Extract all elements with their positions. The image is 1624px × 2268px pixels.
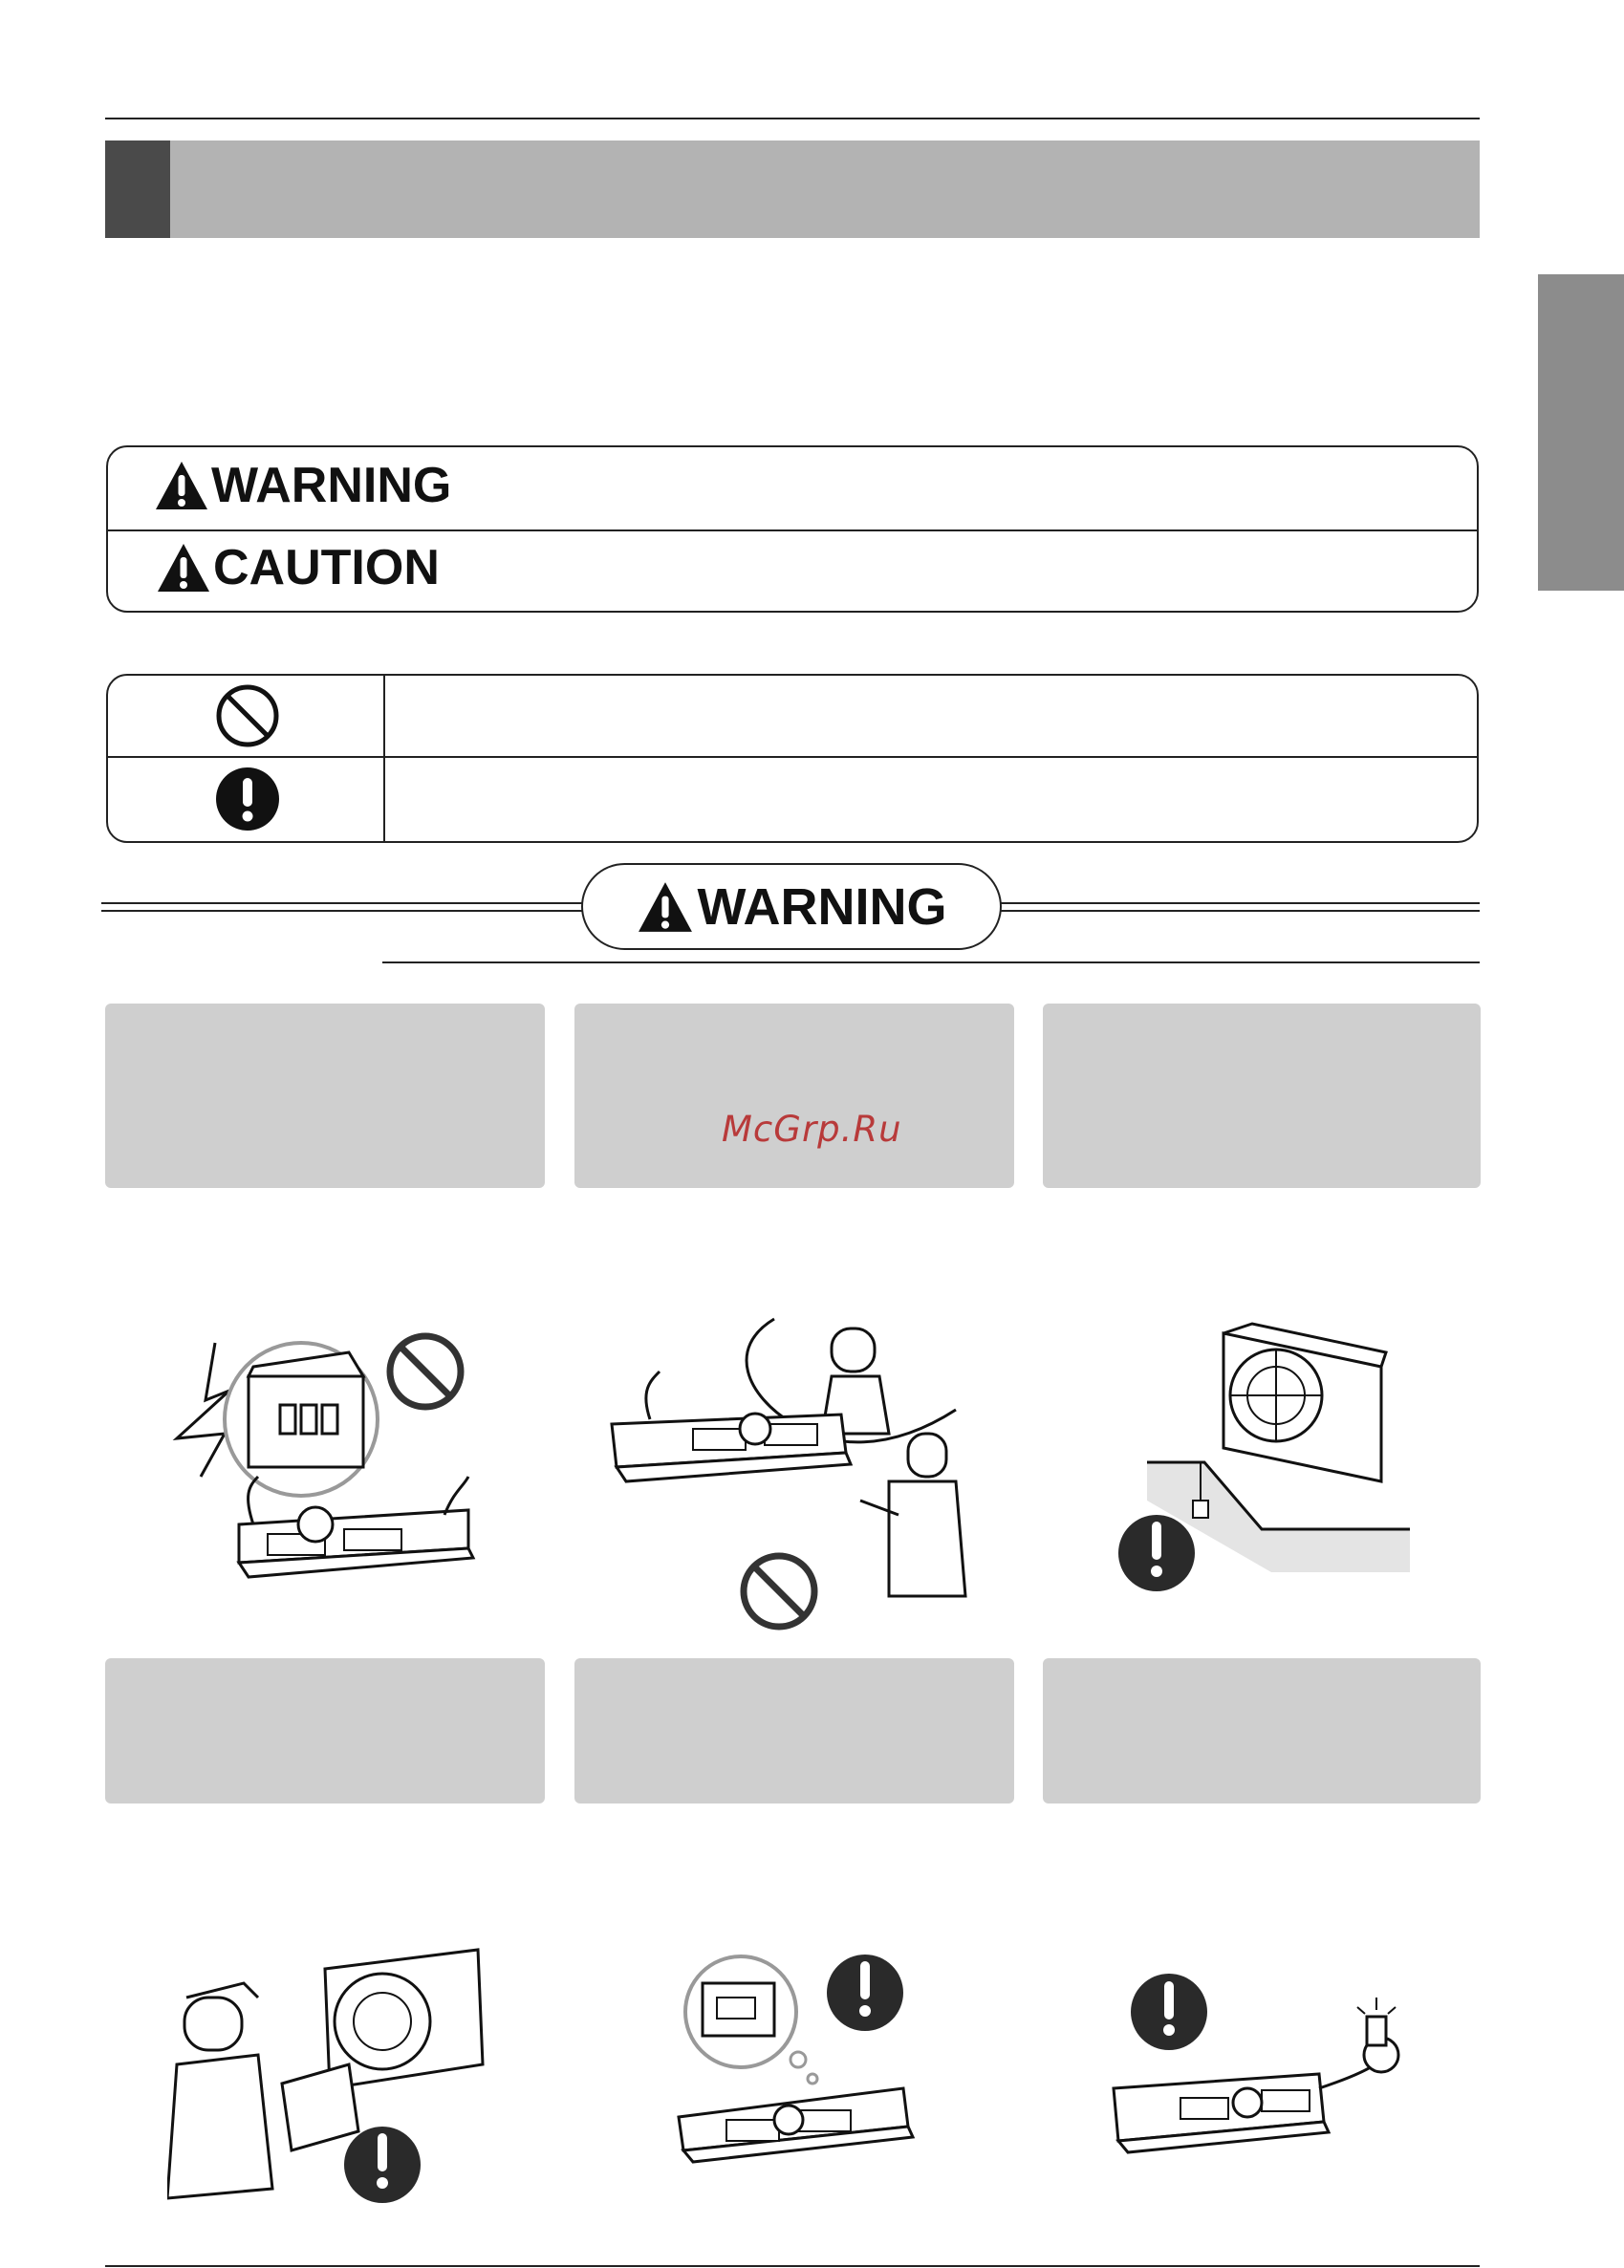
banner-line-right-2 bbox=[1000, 910, 1480, 912]
warning-triangle-icon bbox=[154, 459, 209, 512]
illustration-phone-prohibited bbox=[602, 1309, 975, 1634]
illustration-installer-mandatory bbox=[167, 1921, 492, 2208]
caution-label: CAUTION bbox=[213, 540, 440, 595]
symbol-meaning-box bbox=[106, 674, 1479, 843]
illustration-fuse-mandatory bbox=[1094, 1964, 1429, 2174]
panel-1 bbox=[105, 1004, 545, 1188]
warning-banner-triangle-icon bbox=[637, 879, 694, 935]
banner-line-right-1 bbox=[1000, 902, 1480, 904]
symbol-box-vdivider bbox=[383, 676, 385, 841]
signal-word-box bbox=[106, 445, 1479, 613]
watermark-text: McGrp.Ru bbox=[722, 1109, 902, 1150]
exclamation-icon bbox=[215, 767, 280, 832]
panel-3 bbox=[1043, 1004, 1481, 1188]
illustration-breaker-mandatory bbox=[669, 1950, 927, 2179]
caution-triangle-icon bbox=[156, 541, 211, 594]
signal-box-divider bbox=[108, 529, 1477, 531]
panel-6 bbox=[1043, 1658, 1481, 1804]
illustration-shock-prohibited bbox=[158, 1324, 511, 1610]
chapter-side-tab bbox=[1538, 274, 1624, 591]
subsection-rule bbox=[382, 961, 1480, 963]
warning-banner-label: WARNING bbox=[697, 877, 947, 936]
warning-banner bbox=[581, 863, 1002, 950]
illustration-ground-mandatory bbox=[1109, 1319, 1424, 1596]
banner-line-left-2 bbox=[101, 910, 583, 912]
warning-label: WARNING bbox=[211, 458, 452, 513]
warning-signal-row bbox=[154, 459, 451, 512]
banner-line-left-1 bbox=[101, 902, 583, 904]
bottom-rule bbox=[105, 2265, 1480, 2267]
symbol-box-hdivider bbox=[108, 756, 1477, 758]
prohibition-icon bbox=[215, 683, 280, 748]
section-header-accent bbox=[105, 140, 170, 238]
panel-4 bbox=[105, 1658, 545, 1804]
caution-signal-row bbox=[156, 541, 440, 594]
top-rule bbox=[105, 118, 1480, 119]
section-header-bar bbox=[105, 140, 1480, 238]
panel-2 bbox=[574, 1004, 1014, 1188]
panel-5 bbox=[574, 1658, 1014, 1804]
